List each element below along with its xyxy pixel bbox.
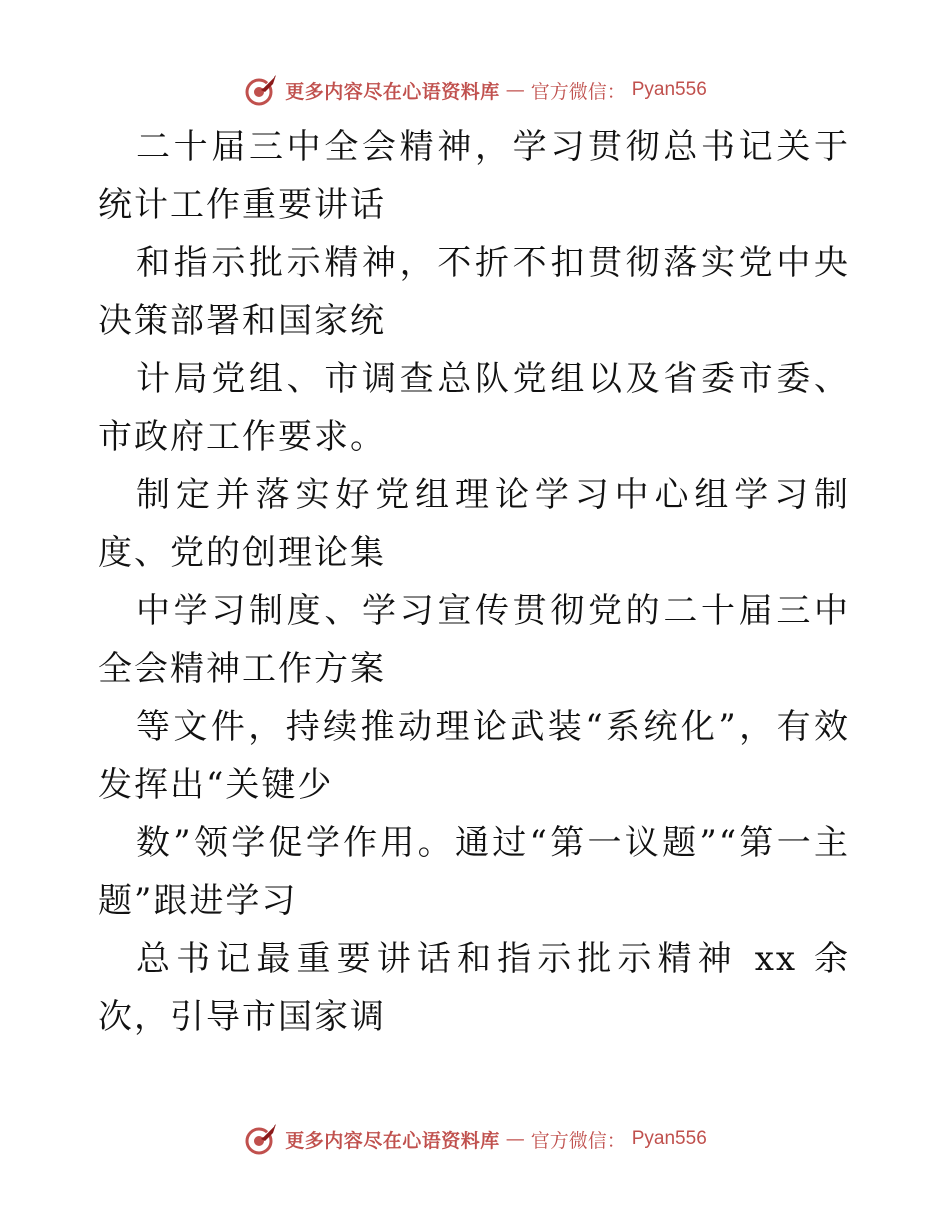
quill-logo-icon xyxy=(243,72,279,108)
banner-wechat-id: Pyan556 xyxy=(631,1128,707,1149)
quill-logo-icon xyxy=(243,1121,279,1157)
paragraph-1: 二十届三中全会精神，学习贯彻总书记关于统计工作重要讲话 xyxy=(98,127,850,225)
banner-official-label: 官方微信： xyxy=(530,80,626,103)
banner-wechat-id: Pyan556 xyxy=(631,79,707,100)
paragraph-4: 制定并落实好党组理论学习中心组学习制度、党的创理论集 xyxy=(98,475,850,573)
paragraph-2: 和指示批示精神，不折不扣贯彻落实党中央决策部署和国家统 xyxy=(98,243,850,341)
banner-dash: — xyxy=(505,79,525,101)
paragraph-7: 数”领学促学作用。通过“第一议题”“第一主题”跟进学习 xyxy=(98,823,850,921)
paragraph-8: 总书记最重要讲话和指示批示精神 xx 余次，引导市国家调 xyxy=(98,939,850,1037)
banner-official-label: 官方微信： xyxy=(530,1129,626,1152)
banner-brand-text: 更多内容尽在心语资料库 xyxy=(285,1129,500,1152)
paragraph-6: 等文件，持续推动理论武装“系统化”，有效发挥出“关键少 xyxy=(98,707,850,805)
footer-watermark-banner xyxy=(0,1119,950,1159)
banner-dash: — xyxy=(505,1128,525,1150)
header-watermark-banner xyxy=(0,70,950,110)
paragraph-3: 计局党组、市调查总队党组以及省委市委、市政府工作要求。 xyxy=(98,359,850,457)
document-body xyxy=(98,118,850,1046)
banner-brand-text: 更多内容尽在心语资料库 xyxy=(285,80,500,103)
paragraph-5: 中学习制度、学习宣传贯彻党的二十届三中全会精神工作方案 xyxy=(98,591,850,689)
